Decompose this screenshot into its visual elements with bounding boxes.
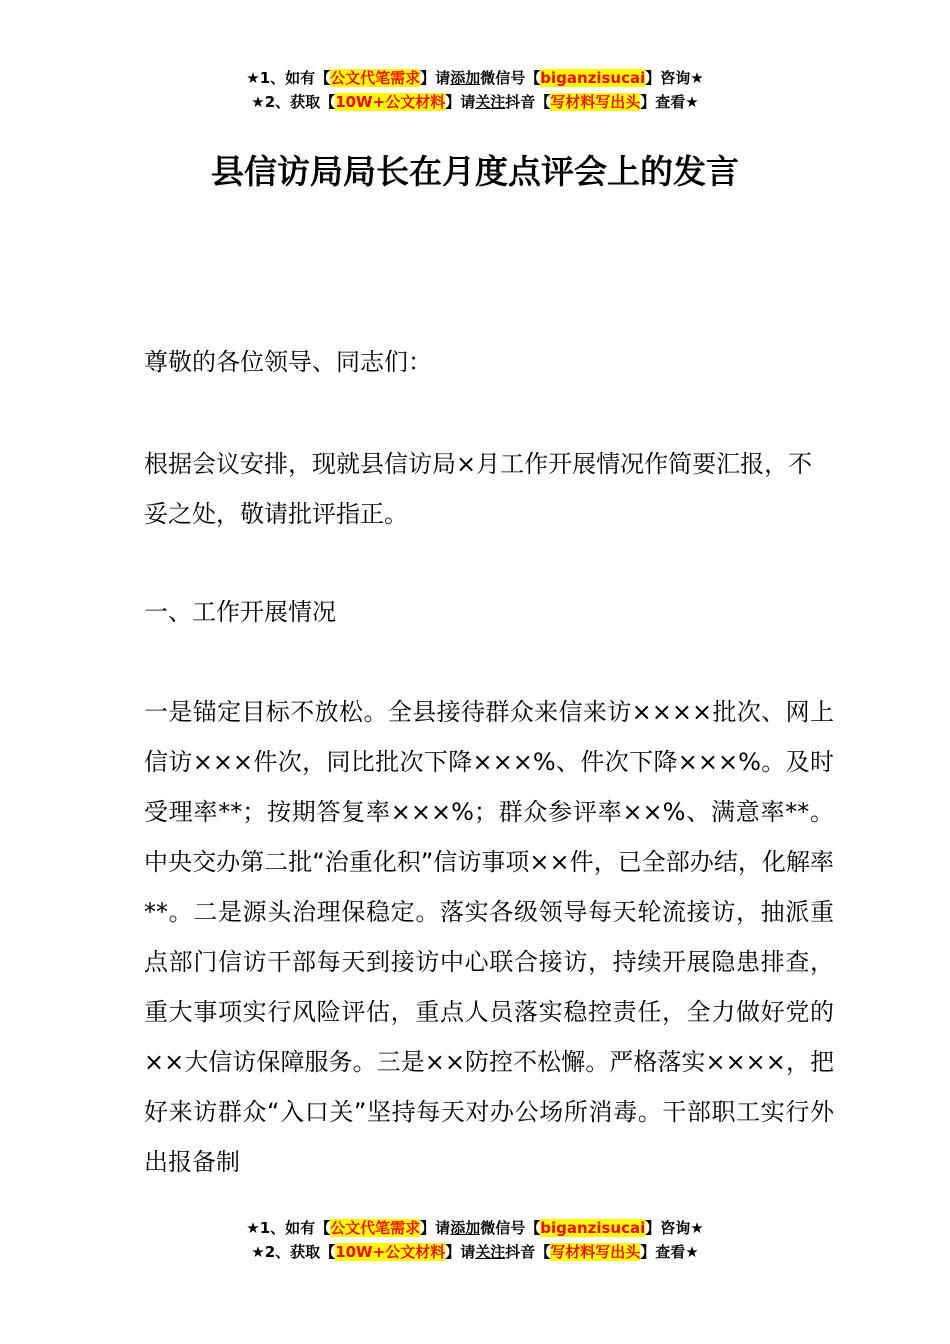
banner-text: 】查看★ — [640, 93, 699, 111]
banner-text: 】请 — [445, 93, 476, 111]
banner-underlined: 添加 — [450, 69, 481, 87]
banner-text: 】咨询★ — [645, 69, 704, 87]
banner-text: ★2、获取【 — [251, 93, 336, 111]
banner-underlined: 添加 — [450, 1219, 481, 1237]
banner-highlight: 10W+公文材料 — [335, 93, 446, 111]
banner-text: 微信号【 — [480, 69, 541, 87]
banner-line-2 — [0, 1240, 950, 1264]
banner-highlight-douyin-id: 写材料写出头 — [550, 1243, 641, 1261]
greeting-text: 尊敬的各位领导、同志们： — [144, 348, 432, 376]
banner-highlight-douyin-id: 写材料写出头 — [550, 93, 641, 111]
section-body-text: 一是锚定目标不放松。全县接待群众来信来访××××批次、网上信访×××件次，同比批次下降×××%、件次下降×××%。及时受理率**；按期答复率×××%；群众参评率××%、满意率**。中央交办第二批“治重化积”信访事项××件，已全部办结，化解率**。二是源头治理保稳定。落实各级领导每天轮流接访，抽派重点部门信访干部每天到接访中心联合接访，持续开展隐患排查，重大事项实行风险评估，重点人员落实稳控责任，全力做好党的××大信访保障服务。三是××防控不松懈。严格落实××××，把好来访群众“入口关”坚持每天对办公场所消毒。干部职工实行外出报备制 — [144, 698, 834, 1176]
section-heading — [144, 587, 834, 637]
banner-highlight-wechat-id: biganzisucai — [540, 69, 646, 87]
section-heading-text: 一、工作开展情况 — [144, 598, 336, 626]
banner-highlight: 10W+公文材料 — [335, 1243, 446, 1261]
banner-underlined: 关注 — [475, 93, 506, 111]
banner-text: 】查看★ — [640, 1243, 699, 1261]
header-banner — [0, 66, 950, 114]
greeting — [144, 337, 834, 387]
banner-highlight: 公文代笔需求 — [330, 1219, 421, 1237]
banner-text: 】请 — [420, 69, 451, 87]
banner-text: 】咨询★ — [645, 1219, 704, 1237]
banner-highlight-wechat-id: biganzisucai — [540, 1219, 646, 1237]
intro-text: 根据会议安排，现就县信访局×月工作开展情况作简要汇报，不妥之处，敬请批评指正。 — [144, 450, 813, 528]
banner-text: ★1、如有【 — [246, 1219, 331, 1237]
section-body — [144, 687, 834, 1187]
document-title: 县信访局局长在月度点评会上的发言 — [211, 152, 739, 191]
banner-highlight: 公文代笔需求 — [330, 69, 421, 87]
banner-text: ★1、如有【 — [246, 69, 331, 87]
banner-line-2 — [0, 90, 950, 114]
banner-text: 抖音【 — [505, 93, 551, 111]
banner-line-1 — [0, 66, 950, 90]
banner-line-1 — [0, 1216, 950, 1240]
banner-text: 】请 — [420, 1219, 451, 1237]
intro-paragraph — [144, 439, 834, 539]
footer-banner — [0, 1216, 950, 1264]
banner-text: 】请 — [445, 1243, 476, 1261]
banner-text: ★2、获取【 — [251, 1243, 336, 1261]
banner-text: 抖音【 — [505, 1243, 551, 1261]
banner-underlined: 关注 — [475, 1243, 506, 1261]
banner-text: 微信号【 — [480, 1219, 541, 1237]
